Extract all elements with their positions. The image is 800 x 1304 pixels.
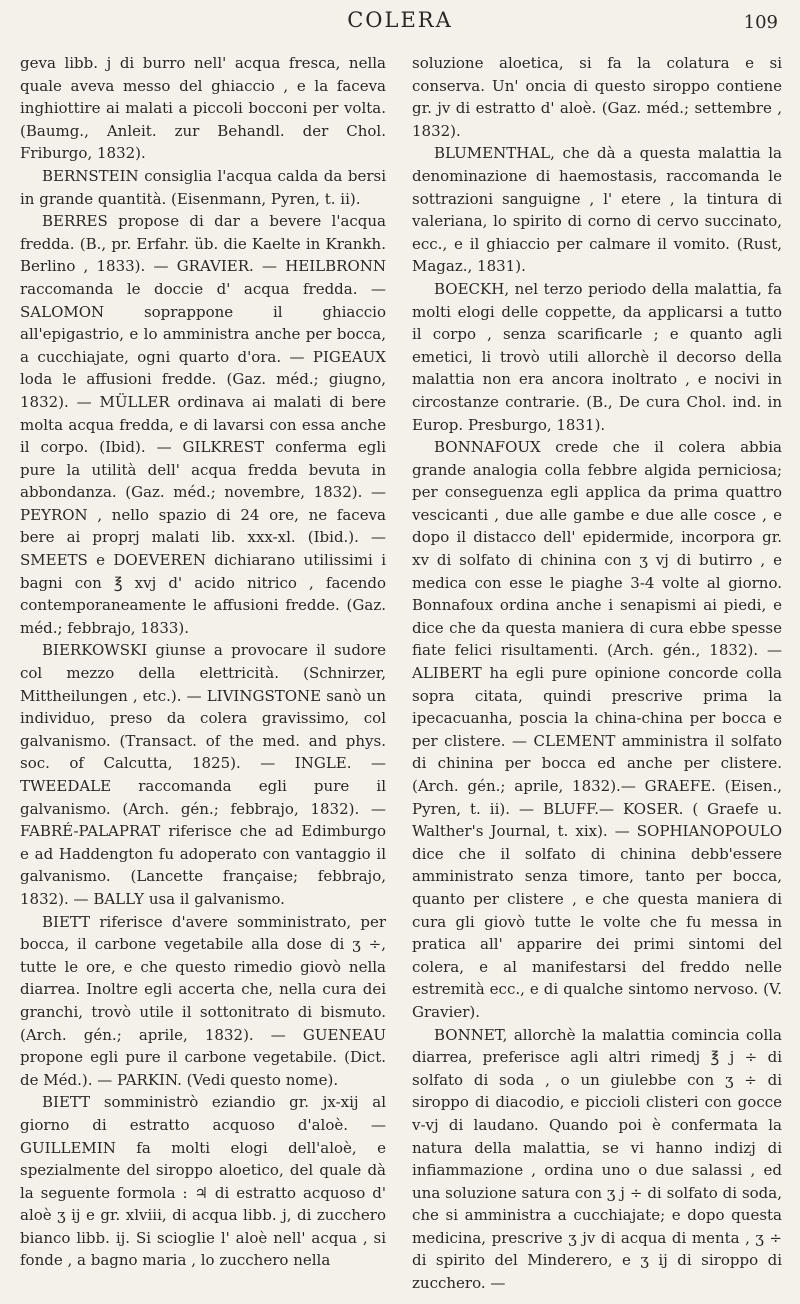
left-column [20,52,386,1272]
paragraph: soluzione aloetica, si fa la colatura e si conserva. Un' oncia di questo siroppo contiene gr. jv di estratto d' aloè. (Gaz. méd.; settembre , 1832). [412,54,782,140]
paragraph: BERNSTEIN consiglia l'acqua calda da bersi in grande quantità. (Eisenmann, Pyren, t. ii). [20,166,386,208]
paragraph: BLUMENTHAL, che dà a questa malattia la denominazione di haemostasis, raccomanda le sottrazioni sanguigne , l' etere , la tintura di valeriana, lo spirito di corno di cervo succinato, ecc., e il ghiaccio per calmare il vomito. (Rust, Magaz., 1831). [412,144,782,276]
paragraph: BIETT riferisce d'avere somministrato, per bocca, il carbone vegetabile alla dose di ʒ ÷, tutte le ore, e che questo rimedio giovò nella diarrea. Inoltre egli accerta che, nella cura dei granchi, trovò utile il sottonitrato di bismuto. (Arch. gén.; aprile, 1832). — GUENEAU propone egli pure il carbone vegetabile. (Dict. de Méd.). — PARKIN. (Vedi questo nome). [20,912,386,1089]
running-title: COLERA [347,8,453,32]
paragraph: BIETT somministrò eziandio gr. jx-xij al giorno di estratto acquoso d'aloè. — GUILLEMIN fa molti elogi dell'aloè, e spezialmente del siroppo aloetico, del quale dà la seguente formola : ♃ di estratto acquoso d' aloè ʒ ij e gr. xlviii, di acqua libb. j, di zucchero bianco libb. ij. Si scioglie l' aloè nell' acqua , si fonde , a bagno maria , lo zucchero nella [20,1093,386,1270]
paragraph: BONNET, allorchè la malattia comincia colla diarrea, preferisce agli altri rimedj ℥ j ÷ di solfato di soda , o un giulebbe con ʒ ÷ di siroppo di diacodio, e piccioli clisteri con gocce v-vj di laudano. Quando poi è confermata la natura della malattia, se vi hanno indizj di infiammazione , ordina uno o due salassi , ed una soluzione satura con ʒ j ÷ di solfato di soda, che si amministra a cucchiajate; e dopo questa medicina, prescrive ʒ jv di acqua di menta , ʒ ÷ di spirito del Minderero, e ʒ ij di siroppo di zucchero. — [412,1025,782,1293]
paragraph: geva libb. j di burro nell' acqua fresca, nella quale aveva messo del ghiaccio , e la faceva inghiottire ai malati a piccoli bocconi per volta. (Baumg., Anleit. zur Behandl. der Chol. Friburgo, 1832). [20,54,386,163]
paragraph: BOECKH, nel terzo periodo della malattia, fa molti elogi delle coppette, da applicarsi a tutto il corpo , senza scarificarle ; e quanto agli emetici, li trovò utili allorchè il decorso della malattia non era ancora inoltrato , e nocivi in circostanze contrarie. (B., De cura Chol. ind. in Europ. Presburgo, 1831). [412,279,782,434]
paragraph: BONNAFOUX crede che il colera abbia grande analogia colla febbre algida perniciosa; per conseguenza egli applica da prima quattro vescicanti , due alle gambe e due alle cosce , e dopo il distacco dell' epidermide, incorpora gr. xv di solfato di chinina con ʒ vj di butirro , e medica con esse le piaghe 3-4 volte al giorno. Bonnafoux ordina anche i senapismi ai piedi, e dice che da questa maniera di cura ebbe spesse fiate felici risultamenti. (Arch. gén., 1832). — ALIBERT ha egli pure opinione concorde colla sopra citata, quindi prescrive prima la ipecacuanha, poscia la china-china per bocca e per clistere. — CLEMENT amministra il solfato di chinina per bocca ed anche per clistere. (Arch. gén.; aprile, 1832).— GRAEFE. (Eisen., Pyren, t. ii). — BLUFF.— KOSER. ( Graefe u. Walther's Journal, t. xix). — SOPHIANOPOULO dice che il solfato di chinina debb'essere amministrato senza timore, tanto per bocca, quanto per clistere , e che questa maniera di cura gli giovò tutte le volte che fu messa in pratica all' apparire dei primi sintomi del colera, e al manifestarsi del freddo nelle estremità ecc., e di qualche sintomo nervoso. (V. Gravier). [412,438,782,1021]
page-header [0,4,800,44]
paragraph: BIERKOWSKI giunse a provocare il sudore col mezzo della elettricità. (Schnirzer, Mittheilungen , etc.). — LIVINGSTONE sanò un individuo, preso da colera gravissimo, col galvanismo. (Transact. of the med. and phys. soc. of Calcutta, 1825). — INGLE. — TWEEDALE raccomanda egli pure il galvanismo. (Arch. gén.; febbrajo, 1832). — FABRÉ-PALAPRAT riferisce che ad Edimburgo e ad Haddengton fu adoperato con vantaggio il galvanismo. (Lancette française; febbrajo, 1832). — BALLY usa il galvanismo. [20,641,386,908]
page-number: 109 [743,12,778,33]
right-column [412,52,782,1295]
paragraph: BERRES propose di dar a bevere l'acqua fredda. (B., pr. Erfahr. üb. die Kaelte in Krankh. Berlino , 1833). — GRAVIER. — HEILBRONN raccomanda le doccie d' acqua fredda. — SALOMON soprappone il ghiaccio all'epigastrio, e lo amministra anche per bocca, a cucchiajate, ogni quarto d'ora. — PIGEAUX loda le affusioni fredde. (Gaz. méd.; giugno, 1832). — MÜLLER ordinava ai malati di bere molta acqua fredda, e di lavarsi con essa anche il corpo. (Ibid). — GILKREST conferma egli pure la utilità dell' acqua fredda bevuta in abbondanza. (Gaz. méd.; novembre, 1832). — PEYRON , nello spazio di 24 ore, ne faceva bere ai proprj malati lib. xxx-xl. (Ibid.). — SMEETS e DOEVEREN dichiarano utilissimi i bagni con ℥ xvj d' acido nitrico , facendo contemporaneamente le affusioni fredde. (Gaz. méd.; febbrajo, 1833). [20,212,386,637]
